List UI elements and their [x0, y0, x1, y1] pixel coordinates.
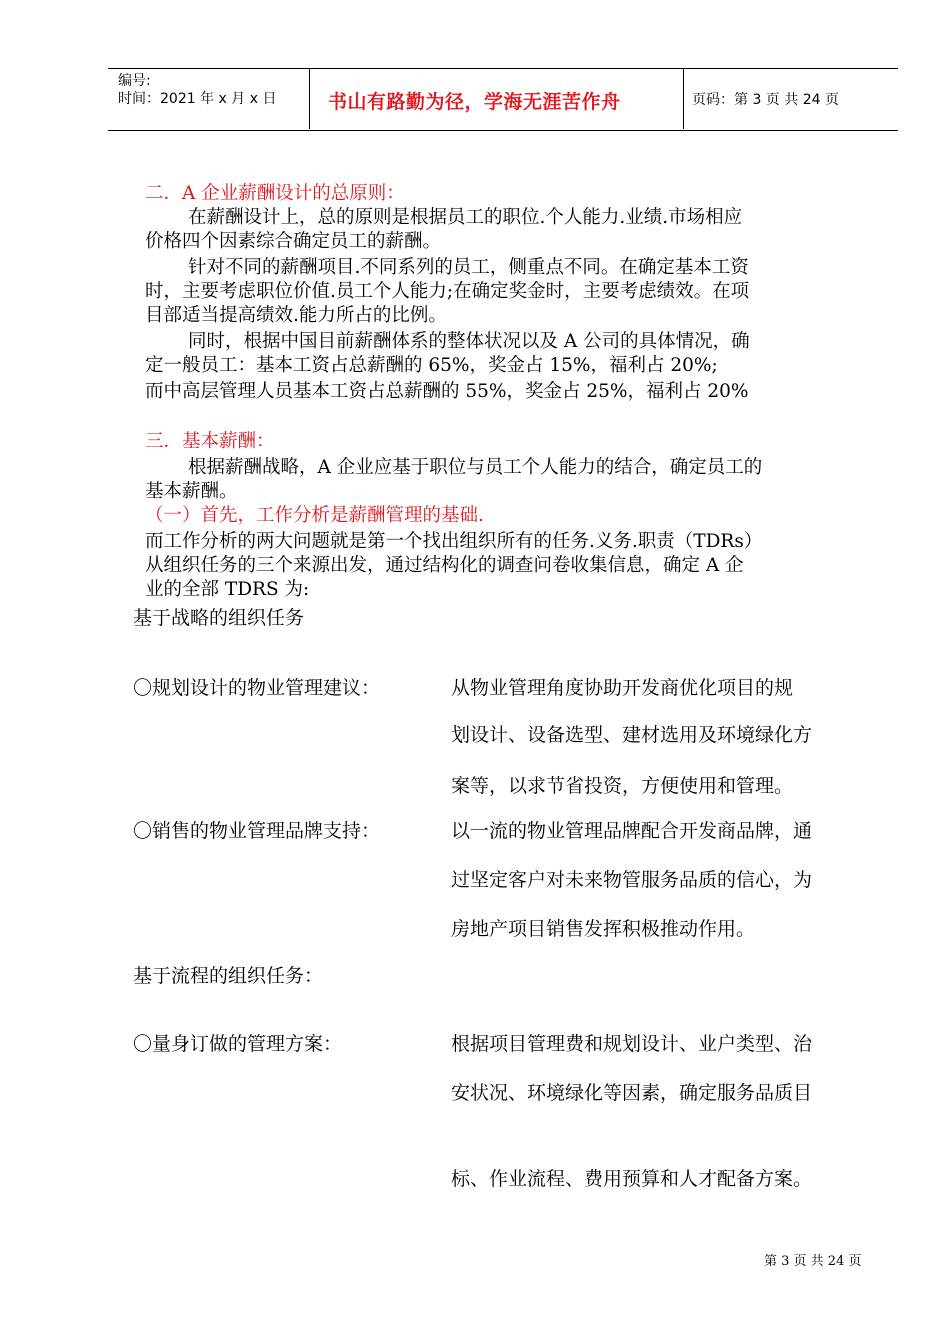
- paragraph-line: 同时，根据中国目前薪酬体系的整体状况以及 A 公司的具体情况，确: [188, 331, 750, 352]
- paragraph-line: 时，主要考虑职位价值.员工个人能力;在确定奖金时，主要考虑绩效。在项: [145, 281, 750, 302]
- task-description-line: 房地产项目销售发挥积极推动作用。: [451, 918, 756, 940]
- paragraph-line: 目部适当提高绩效.能力所占的比例。: [145, 305, 447, 326]
- paragraph-line: 在薪酬设计上，总的原则是根据员工的职位.个人能力.业绩.市场相应: [188, 207, 743, 228]
- paragraph-line: 针对不同的薪酬项目.不同系列的员工，侧重点不同。在确定基本工资: [188, 257, 749, 278]
- paragraph-line: 业的全部 TDRS 为:: [145, 579, 310, 600]
- task-label: 〇规划设计的物业管理建议：: [133, 677, 381, 699]
- page-footer: 第 3 页 共 24 页: [764, 1254, 862, 1269]
- doc-time-label: 时间：2021 年 x 月 x 日: [118, 91, 277, 107]
- doc-number-label: 编号:: [118, 73, 151, 89]
- header-motto: 书山有路勤为径，学海无涯苦作舟: [328, 91, 621, 113]
- task-description-line: 从物业管理角度协助开发商优化项目的规: [451, 677, 794, 699]
- paragraph-line: 从组织任务的三个来源出发，通过结构化的调查问卷收集信息，确定 A 企: [145, 555, 744, 576]
- task-group-heading: 基于流程的组织任务：: [133, 965, 324, 987]
- section-heading: 三．基本薪酬：: [145, 431, 275, 452]
- task-group-heading: 基于战略的组织任务: [133, 607, 305, 629]
- task-description-line: 根据项目管理费和规划设计、业户类型、治: [451, 1033, 813, 1055]
- section-heading: 二．A 企业薪酬设计的总原则：: [145, 183, 405, 204]
- sub-heading: （一）首先，工作分析是薪酬管理的基础.: [145, 505, 484, 526]
- task-description-line: 划设计、设备选型、建材选用及环境绿化方: [451, 724, 813, 746]
- page-number-label: 页码：第 3 页 共 24 页: [692, 92, 839, 108]
- paragraph-line: 价格四个因素综合确定员工的薪酬。: [145, 231, 442, 252]
- task-description-line: 标、作业流程、费用预算和人才配备方案。: [451, 1168, 813, 1190]
- task-description-line: 案等，以求节省投资，方便使用和管理。: [451, 775, 794, 797]
- paragraph-line: 而中高层管理人员基本工资占总薪酬的 55%，奖金占 25%，福利占 20%: [145, 381, 749, 402]
- task-label: 〇销售的物业管理品牌支持：: [133, 820, 381, 842]
- task-label: 〇量身订做的管理方案：: [133, 1033, 343, 1055]
- task-description-line: 安状况、环境绿化等因素，确定服务品质目: [451, 1082, 813, 1104]
- header-divider: [683, 68, 684, 129]
- paragraph-line: 基本薪酬。: [145, 481, 238, 502]
- header-divider: [309, 68, 310, 129]
- paragraph-line: 根据薪酬战略，A 企业应基于职位与员工个人能力的结合，确定员工的: [188, 457, 763, 478]
- task-description-line: 过坚定客户对未来物管服务品质的信心，为: [451, 869, 813, 891]
- task-description-line: 以一流的物业管理品牌配合开发商品牌，通: [451, 820, 813, 842]
- paragraph-line: 定一般员工：基本工资占总薪酬的 65%，奖金占 15%，福利占 20%;: [145, 355, 718, 376]
- paragraph-line: 而工作分析的两大问题就是第一个找出组织所有的任务.义务.职责（TDRs）: [145, 531, 763, 552]
